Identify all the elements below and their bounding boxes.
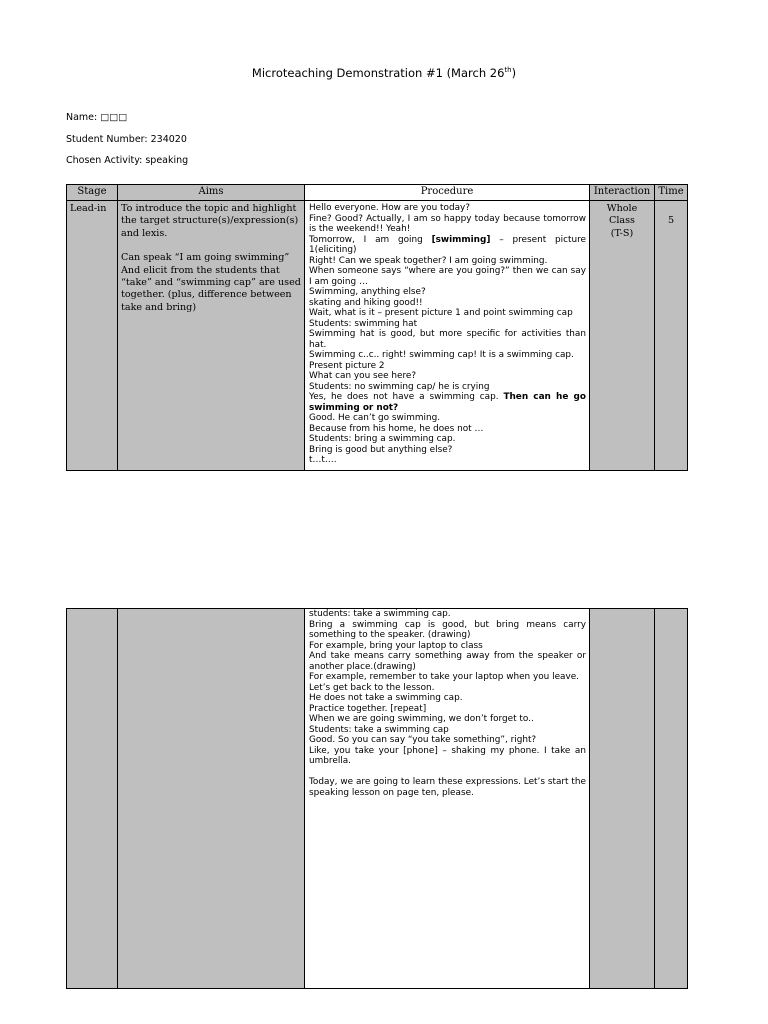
stage-cell	[67, 609, 118, 989]
lesson-plan-table	[66, 184, 688, 471]
bold-question: Then can he go swimming or not?	[309, 392, 586, 413]
activity-line: Chosen Activity: speaking	[66, 155, 189, 166]
procedure-line: Students: take a swimming cap	[309, 724, 449, 735]
name-line: Name: □□□	[66, 112, 128, 123]
procedure-line: For example, bring your laptop to class	[309, 640, 483, 651]
procedure-line: And take means carry something away from the speaker or another place.(drawing)	[309, 651, 586, 672]
header-procedure: Procedure	[305, 185, 590, 201]
procedure-line: Present picture 2	[309, 360, 385, 371]
procedure-blank-line	[309, 767, 586, 778]
procedure-line: Yes, he does not have a swimming cap. Then can he go swimming or not?	[309, 392, 586, 413]
title-main: Microteaching Demonstration #1 (March 26	[251, 66, 505, 80]
procedure-line: Good. He can’t go swimming.	[309, 413, 441, 423]
procedure-line: For example, remember to take your laptop when you leave.	[309, 672, 580, 682]
header-interaction: Interaction	[590, 185, 655, 201]
procedure-line: Fine? Good? Actually, I am so happy today because tomorrow is the weekend!! Yeah!	[309, 213, 586, 234]
procedure-line: Swimming, anything else?	[309, 287, 426, 297]
title-end: )	[511, 66, 517, 80]
procedure-line: Students: no swimming cap/ he is crying	[309, 381, 490, 392]
procedure-line: Today, we are going to learn these expressions. Let’s start the speaking lesson on page ten, please.	[309, 777, 586, 798]
header-aims: Aims	[118, 185, 305, 201]
interaction-cell	[590, 609, 655, 989]
procedure-line: Hello everyone. How are you today?	[309, 203, 470, 213]
procedure-line: Bring a swimming cap is good, but bring means carry something to the speaker. (drawing)	[309, 619, 586, 640]
header-row	[67, 185, 688, 201]
interaction-line-3: (T-S)	[610, 227, 634, 239]
aims-paragraph-1: To introduce the topic and highlight the target structure(s)/expression(s) and lexis.	[121, 203, 299, 239]
procedure-line: students: take a swimming cap.	[309, 609, 451, 619]
stage-cell	[67, 201, 118, 471]
procedure-line: Swimming c..c.. right! swimming cap! It is a swimming cap.	[309, 350, 574, 360]
procedure-line: Wait, what is it – present picture 1 and point swimming cap	[309, 308, 573, 318]
table-row	[67, 609, 688, 989]
interaction-cell	[590, 201, 655, 471]
procedure-line: Practice together. [repeat]	[309, 703, 427, 714]
procedure-line: Students: swimming hat	[309, 318, 418, 329]
header-stage: Stage	[67, 185, 118, 201]
procedure-line: Swimming hat is good, but more specific for activities than hat.	[309, 329, 586, 350]
procedure-line: Like, you take your [phone] – shaking my phone. I take an umbrella.	[309, 745, 586, 766]
procedure-line: What can you see here?	[309, 371, 417, 381]
stage-text: Lead-in	[70, 203, 107, 214]
table-row	[67, 201, 688, 471]
title-superscript: th	[504, 66, 512, 75]
procedure-line: Bring is good but anything else?	[309, 444, 453, 455]
student-number-line: Student Number: 234020	[66, 134, 187, 145]
time-value: 5	[667, 215, 675, 226]
procedure-cell	[305, 201, 590, 471]
header-time: Time	[655, 185, 688, 201]
procedure-line: skating and hiking good!!	[309, 297, 423, 308]
interaction-line-2: Class	[609, 215, 635, 227]
bold-swimming: [swimming]	[431, 234, 491, 245]
aims-cell	[118, 201, 305, 471]
procedure-line: He does not take a swimming cap.	[309, 693, 463, 703]
procedure-line: When we are going swimming, we don’t forget to..	[309, 714, 534, 724]
page-title	[0, 66, 768, 80]
procedure-line: t…t….	[309, 455, 337, 465]
procedure-line: Students: bring a swimming cap.	[309, 434, 456, 444]
procedure-line: Tomorrow, I am going [swimming] – present picture 1(eliciting)	[309, 234, 586, 255]
procedure-line: Let’s get back to the lesson.	[309, 682, 435, 693]
lesson-plan-table-continued	[66, 608, 688, 989]
interaction-line-1: Whole	[606, 203, 638, 214]
time-cell	[655, 609, 688, 989]
aims-paragraph-2: Can speak “I am going swimming” And elicit from the students that “take” and “swimming cap” are used together. (plus, difference between take and bring)	[121, 252, 301, 313]
time-cell	[655, 201, 688, 471]
procedure-line: When someone says “where are you going?” then we can say I am going …	[309, 266, 586, 287]
procedure-line: Right! Can we speak together? I am going swimming.	[309, 255, 548, 266]
procedure-cell	[305, 609, 590, 989]
aims-cell	[118, 609, 305, 989]
procedure-line: Good. So you can say “you take something”, right?	[309, 735, 537, 745]
procedure-line: Because from his home, he does not …	[309, 423, 484, 434]
